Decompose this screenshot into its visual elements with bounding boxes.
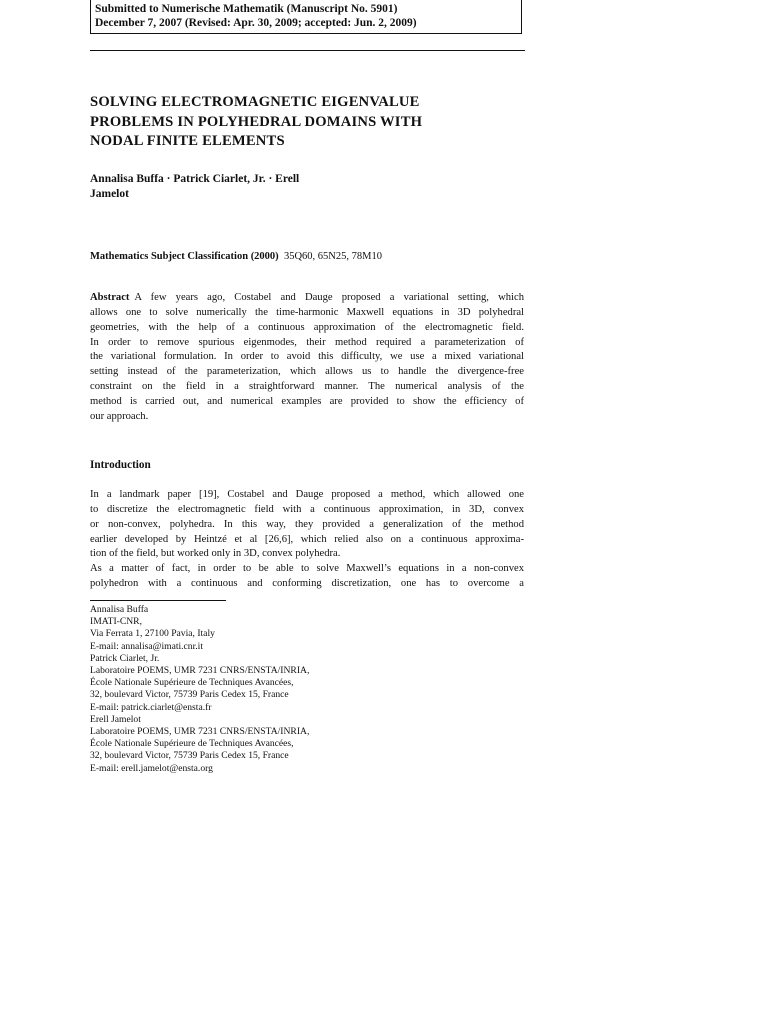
msc-codes: 35Q60, 65N25, 78M10 [283, 251, 382, 262]
abstract-line: the variational formulation. In order to avoid this difficulty, we use a mixed variational [90, 351, 524, 363]
affiliation-line: École Nationale Supérieure de Techniques Avancées, [90, 677, 294, 689]
abstract-line: constraint on the field in a straightforward manner. The numerical analysis of the [90, 381, 524, 393]
affiliation-line: Annalisa Buffa [90, 604, 149, 615]
abstract-line: setting instead of the parameterization, which allows us to handle the divergence-free [90, 366, 524, 378]
msc-label: Mathematics Subject Classification (2000) [90, 251, 279, 262]
header-rule [90, 50, 525, 51]
affiliation-line: E-mail: patrick.ciarlet@ensta.fr [90, 701, 212, 713]
authors-line: Jamelot [90, 188, 129, 200]
abstract-line: method is carried out, and numerical examples are provided to show the efficiency of [90, 395, 524, 407]
affiliation-line: Via Ferrata 1, 27100 Pavia, Italy [90, 628, 215, 640]
footnote-rule [90, 600, 226, 601]
title-line: SOLVING ELECTROMAGNETIC EIGENVALUE [90, 94, 420, 110]
affiliation-line: IMATI-CNR, [90, 616, 142, 628]
intro-line: As a matter of fact, in order to be able to solve Maxwell’s equations in a non-convex [90, 563, 524, 575]
affiliation-line: Laboratoire POEMS, UMR 7231 CNRS/ENSTA/INRIA, [90, 726, 310, 738]
abstract-line: geometries, with the help of a continuous approximation of the electromagnetic field. [90, 321, 524, 333]
section-heading-introduction: Introduction [90, 459, 151, 471]
intro-line: or non-convex, polyhedra. In this way, they provided a generalization of the method [90, 518, 524, 530]
paper-title [90, 93, 530, 152]
abstract-label: Abstract [90, 292, 130, 303]
affiliation-line: 32, boulevard Victor, 75739 Paris Cedex 15, France [90, 750, 289, 762]
affiliation-line: E-mail: erell.jamelot@ensta.org [90, 762, 213, 774]
affiliation-line: 32, boulevard Victor, 75739 Paris Cedex 15, France [90, 689, 289, 701]
abstract-line: In order to remove spurious eigenmodes, their method required a parameterization of [90, 336, 524, 348]
affiliation-line: Erell Jamelot [90, 713, 141, 725]
intro-line: to discretize the electromagnetic field with a continuous approximation, in 3D, convex [90, 503, 524, 515]
affiliation-line: E-mail: annalisa@imati.cnr.it [90, 640, 204, 652]
intro-line: polyhedron with a continuous and conforming discretization, one has to overcome a [90, 578, 524, 590]
dates-line: December 7, 2007 (Revised: Apr. 30, 2009; accepted: Jun. 2, 2009) [95, 17, 417, 29]
submission-header-box [90, 0, 522, 34]
abstract-line [90, 291, 524, 306]
abstract-text: A few years ago, Costabel and Dauge proposed a variational setting, which [134, 292, 524, 303]
author-affiliations [90, 604, 309, 775]
authors-line: Annalisa Buffa · Patrick Ciarlet, Jr. · Erell [90, 173, 300, 185]
title-line: NODAL FINITE ELEMENTS [90, 133, 285, 149]
title-line: PROBLEMS IN POLYHEDRAL DOMAINS WITH [90, 113, 423, 130]
submission-line: Submitted to Numerische Mathematik (Manuscript No. 5901) [95, 3, 398, 15]
abstract-line: allows one to solve numerically the time-harmonic Maxwell equations in 3D polyhedral [90, 306, 524, 318]
intro-line: tion of the field, but worked only in 3D, convex polyhedra. [90, 548, 341, 560]
introduction-body [90, 488, 524, 592]
abstract-line: our approach. [90, 410, 149, 422]
intro-line: earlier developed by Heintzé et al [26,6], which relied also on a continuous approxima- [90, 533, 524, 545]
affiliation-line: Laboratoire POEMS, UMR 7231 CNRS/ENSTA/INRIA, [90, 665, 310, 677]
author-list [90, 172, 390, 202]
msc-classification [90, 250, 382, 264]
abstract [90, 291, 524, 425]
affiliation-line: Patrick Ciarlet, Jr. [90, 652, 160, 664]
affiliation-line: École Nationale Supérieure de Techniques Avancées, [90, 738, 294, 750]
intro-line: In a landmark paper [19], Costabel and Dauge proposed a method, which allowed one [90, 489, 524, 500]
